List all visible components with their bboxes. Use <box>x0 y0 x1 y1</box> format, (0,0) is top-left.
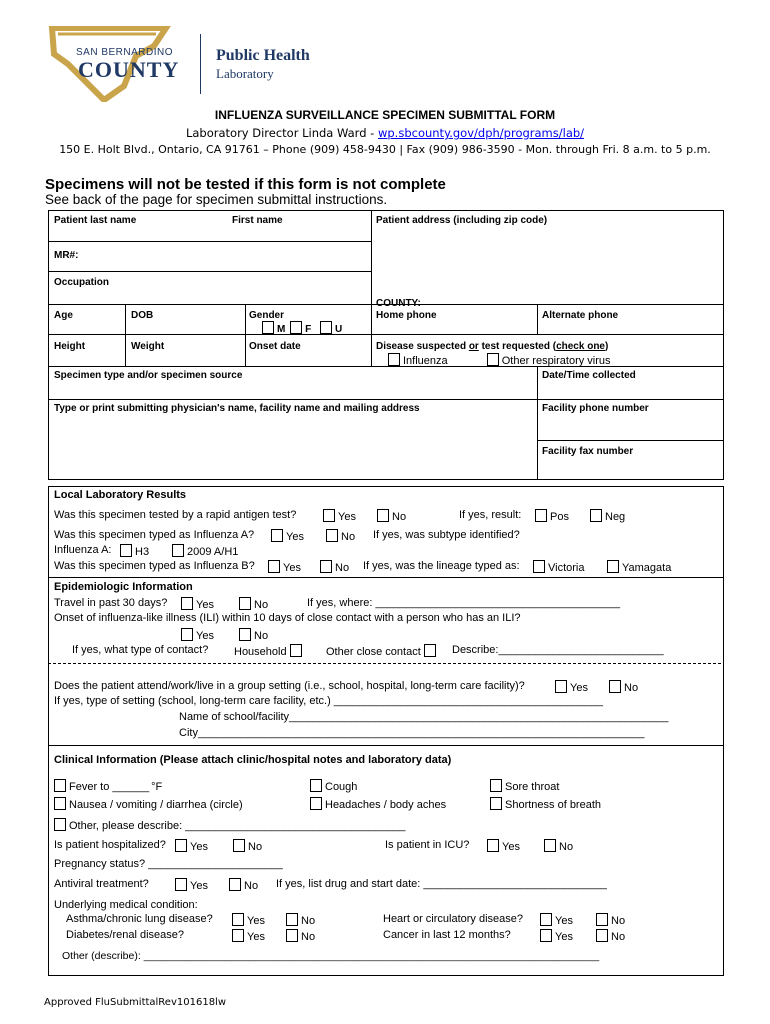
cancer-yes-checkbox[interactable] <box>540 929 552 942</box>
icu-no-label: No <box>559 841 574 853</box>
hosp-no-option <box>233 839 262 854</box>
cough-checkbox[interactable] <box>310 779 322 792</box>
antiviral-yes-checkbox[interactable] <box>175 878 187 891</box>
setting-type-field[interactable]: If yes, type of setting (school, long-term care facility, etc.) ____________________________________________ <box>54 695 603 707</box>
typed-a-no-label: No <box>341 531 356 543</box>
household-label: Household <box>234 646 287 658</box>
underlying-label: Underlying medical condition: <box>54 899 198 911</box>
alternate-phone-label: Alternate phone <box>542 310 619 321</box>
ili-no-checkbox[interactable] <box>239 628 251 641</box>
travel-no-option <box>239 597 268 612</box>
travel-no-checkbox[interactable] <box>239 597 251 610</box>
approval-footer: Approved FluSubmittalRev101618lw <box>44 997 227 1008</box>
sore-throat-label: Sore throat <box>505 781 560 793</box>
fever-unit: °F <box>151 781 163 793</box>
icu-question: Is patient in ICU? <box>385 839 470 851</box>
asthma-question: Asthma/chronic lung disease? <box>66 913 213 925</box>
travel-yes-label: Yes <box>196 599 214 611</box>
diabetes-yes-label: Yes <box>247 931 265 943</box>
logo-top-text: SAN BERNARDINO <box>76 47 174 58</box>
hosp-yes-option <box>175 839 208 854</box>
diabetes-no-checkbox[interactable] <box>286 929 298 942</box>
subtype-question: If yes, was subtype identified? <box>373 529 520 541</box>
cancer-no-option <box>596 929 625 944</box>
drug-field[interactable]: If yes, list drug and start date: ______________________________ <box>276 878 607 890</box>
school-name-field[interactable]: Name of school/facility______________________________________________________________ <box>179 711 669 723</box>
ili-yes-label: Yes <box>196 630 214 642</box>
group-no-checkbox[interactable] <box>609 680 621 693</box>
headaches-option <box>310 797 446 812</box>
cancer-yes-label: Yes <box>555 931 573 943</box>
asthma-yes-checkbox[interactable] <box>232 913 244 926</box>
heart-no-label: No <box>611 915 626 927</box>
director-line <box>0 127 770 140</box>
h3-label: H3 <box>135 546 150 558</box>
h1-option <box>172 544 238 559</box>
typed-a-yes-option <box>271 529 304 544</box>
epi-title: Epidemiologic Information <box>54 581 193 593</box>
antiviral-yes-label: Yes <box>190 880 208 892</box>
icu-yes-checkbox[interactable] <box>487 839 499 852</box>
heart-question: Heart or circulatory disease? <box>383 913 524 925</box>
sore-throat-checkbox[interactable] <box>490 779 502 792</box>
cancer-no-label: No <box>611 931 626 943</box>
sob-label: Shortness of breath <box>505 799 602 811</box>
diabetes-question: Diabetes/renal disease? <box>66 929 185 941</box>
other-resp-virus-label: Other respiratory virus <box>501 355 611 367</box>
headaches-checkbox[interactable] <box>310 797 322 810</box>
gender-u-checkbox[interactable] <box>320 321 332 334</box>
header-divider <box>200 34 201 94</box>
instructions-note: See back of the page for specimen submittal instructions. <box>45 192 388 207</box>
physician-label: Type or print submitting physician's name, facility name and mailing address <box>54 403 420 414</box>
diabetes-no-option <box>286 929 315 944</box>
rapid-yes-checkbox[interactable] <box>323 509 335 522</box>
rapid-yes-label: Yes <box>338 511 356 523</box>
diabetes-yes-checkbox[interactable] <box>232 929 244 942</box>
rapid-yes-option <box>323 509 356 524</box>
other-symptom-checkbox[interactable] <box>54 818 66 831</box>
gender-m-label: M <box>277 324 286 335</box>
ili-contact-question: Onset of influenza-like illness (ILI) within 10 days of close contact with a person who has an ILI? <box>54 612 521 624</box>
influenza-checkbox[interactable] <box>388 353 400 366</box>
form-title: INFLUENZA SURVEILLANCE SPECIMEN SUBMITTAL FORM <box>214 108 556 122</box>
ili-yes-option <box>181 628 214 643</box>
group-yes-label: Yes <box>570 682 588 694</box>
patient-last-name-label: Patient last name <box>54 215 137 226</box>
describe-contact-field[interactable]: Describe:___________________________ <box>452 644 664 656</box>
heart-yes-checkbox[interactable] <box>540 913 552 926</box>
heart-no-option <box>596 913 625 928</box>
diabetes-yes-option <box>232 929 265 944</box>
ili-yes-checkbox[interactable] <box>181 628 193 641</box>
antiviral-question: Antiviral treatment? <box>54 878 149 890</box>
heart-yes-option <box>540 913 573 928</box>
group-yes-checkbox[interactable] <box>555 680 567 693</box>
asthma-yes-option <box>232 913 265 928</box>
hospitalized-question: Is patient hospitalized? <box>54 839 166 851</box>
pos-label: Pos <box>550 511 569 523</box>
occupation-label: Occupation <box>54 277 110 288</box>
gender-m-checkbox[interactable] <box>262 321 274 334</box>
fever-option <box>54 779 162 794</box>
dept-name: Public Health <box>216 47 310 64</box>
contact-type-question: If yes, what type of contact? <box>72 644 209 656</box>
rapid-no-option <box>377 509 406 524</box>
director-text: Laboratory Director Linda Ward - <box>185 126 378 140</box>
heart-no-checkbox[interactable] <box>596 913 608 926</box>
dob-label: DOB <box>131 310 154 321</box>
age-label: Age <box>54 310 73 321</box>
rapid-no-checkbox[interactable] <box>377 509 389 522</box>
group-yes-option <box>555 680 588 695</box>
nausea-option <box>54 797 243 812</box>
diabetes-no-label: No <box>301 931 316 943</box>
rapid-no-label: No <box>392 511 407 523</box>
sob-checkbox[interactable] <box>490 797 502 810</box>
home-phone-label: Home phone <box>376 310 437 321</box>
typed-a-question: Was this specimen typed as Influenza A? <box>54 529 255 541</box>
icu-no-checkbox[interactable] <box>544 839 556 852</box>
hosp-no-label: No <box>248 841 263 853</box>
disease-requested-label <box>376 340 608 353</box>
typed-b-no-checkbox[interactable] <box>320 560 332 573</box>
typed-a-no-checkbox[interactable] <box>326 529 338 542</box>
cancer-question: Cancer in last 12 months? <box>383 929 511 941</box>
mr-number-label: MR#: <box>54 250 79 261</box>
yamagata-checkbox[interactable] <box>607 560 619 573</box>
neg-label: Neg <box>605 511 626 523</box>
h1-label: 2009 A/H1 <box>187 546 239 558</box>
gender-u-label: U <box>335 324 343 335</box>
nausea-checkbox[interactable] <box>54 797 66 810</box>
disease-check-one: check one <box>556 341 605 352</box>
patient-address-label: Patient address (including zip code) <box>376 215 548 226</box>
specimen-type-label: Specimen type and/or specimen source <box>54 370 243 381</box>
group-no-option <box>609 680 638 695</box>
city-field[interactable]: City_________________________________________________________________________ <box>179 727 645 739</box>
rapid-result-label: If yes, result: <box>459 509 522 521</box>
disease-suffix: ) <box>605 341 609 352</box>
hosp-no-checkbox[interactable] <box>233 839 245 852</box>
typed-b-yes-option <box>268 560 301 575</box>
asthma-no-checkbox[interactable] <box>286 913 298 926</box>
gender-f-checkbox[interactable] <box>290 321 302 334</box>
typed-b-yes-label: Yes <box>283 562 301 574</box>
h3-checkbox[interactable] <box>120 544 132 557</box>
sob-option <box>490 797 601 812</box>
flu-a-label: Influenza A: <box>54 544 112 556</box>
incomplete-warning: Specimens will not be tested if this form is not complete <box>45 176 446 193</box>
pos-checkbox[interactable] <box>535 509 547 522</box>
disease-or: or <box>468 341 479 352</box>
typed-b-question: Was this specimen typed as Influenza B? <box>54 560 255 572</box>
typed-b-yes-checkbox[interactable] <box>268 560 280 573</box>
antiviral-no-label: No <box>244 880 259 892</box>
other-resp-virus-checkbox[interactable] <box>487 353 499 366</box>
victoria-label: Victoria <box>548 562 585 574</box>
yamagata-label: Yamagata <box>622 562 672 574</box>
lab-website-link[interactable]: wp.sbcounty.gov/dph/programs/lab/ <box>377 126 585 140</box>
weight-label: Weight <box>131 341 165 352</box>
nausea-label: Nausea / vomiting / diarrhea (circle) <box>69 799 243 811</box>
antiviral-no-option <box>229 878 258 893</box>
height-label: Height <box>54 341 86 352</box>
pos-option <box>535 509 569 524</box>
ili-no-label: No <box>254 630 269 642</box>
fever-label: Fever to ______ <box>69 781 150 793</box>
victoria-checkbox[interactable] <box>533 560 545 573</box>
disease-mid: test requested ( <box>478 341 557 352</box>
typed-b-no-label: No <box>335 562 350 574</box>
travel-where-field[interactable]: If yes, where: ________________________________________ <box>307 597 621 609</box>
headaches-label: Headaches / body aches <box>325 799 447 811</box>
hosp-yes-label: Yes <box>190 841 208 853</box>
group-setting-question: Does the patient attend/work/live in a group setting (i.e., school, hospital, long-term care facility)? <box>54 680 525 692</box>
facility-phone-label: Facility phone number <box>542 403 649 414</box>
typed-a-yes-checkbox[interactable] <box>271 529 283 542</box>
antiviral-yes-option <box>175 878 208 893</box>
gender-f-label: F <box>305 324 312 335</box>
yamagata-option <box>607 560 671 575</box>
antiviral-no-checkbox[interactable] <box>229 878 241 891</box>
pregnancy-field[interactable]: Pregnancy status? ______________________ <box>54 858 283 870</box>
influenza-label: Influenza <box>403 355 448 367</box>
victoria-option <box>533 560 584 575</box>
local-lab-title: Local Laboratory Results <box>54 489 187 501</box>
sore-throat-option <box>490 779 559 794</box>
cancer-no-checkbox[interactable] <box>596 929 608 942</box>
disease-prefix: Disease suspected <box>376 341 469 352</box>
rapid-test-question: Was this specimen tested by a rapid antigen test? <box>54 509 297 521</box>
h1-checkbox[interactable] <box>172 544 184 557</box>
travel-yes-option <box>181 597 214 612</box>
h3-option <box>120 544 149 559</box>
other-symptom-option <box>54 818 405 833</box>
travel-no-label: No <box>254 599 269 611</box>
asthma-no-option <box>286 913 315 928</box>
asthma-no-label: No <box>301 915 316 927</box>
cough-label: Cough <box>325 781 358 793</box>
hosp-yes-checkbox[interactable] <box>175 839 187 852</box>
patient-first-name-label: First name <box>232 215 283 226</box>
neg-option <box>590 509 625 524</box>
cancer-yes-option <box>540 929 573 944</box>
group-no-label: No <box>624 682 639 694</box>
typed-b-no-option <box>320 560 349 575</box>
cough-option <box>310 779 357 794</box>
travel-yes-checkbox[interactable] <box>181 597 193 610</box>
travel-question: Travel in past 30 days? <box>54 597 168 609</box>
disease-options <box>388 353 611 368</box>
household-checkbox[interactable] <box>290 644 302 657</box>
onset-date-label: Onset date <box>249 341 301 352</box>
dept-sub: Laboratory <box>216 66 274 81</box>
lab-address: 150 E. Holt Blvd., Ontario, CA 91761 – Phone (909) 458-9430 | Fax (909) 986-3590 - Mon. through Fri. 8 a.m. to 5 p.m. <box>59 143 711 156</box>
gender-label: Gender <box>249 310 285 321</box>
other-contact-label: Other close contact <box>326 646 421 658</box>
facility-fax-label: Facility fax number <box>542 446 634 457</box>
heart-yes-label: Yes <box>555 915 573 927</box>
icu-yes-option <box>487 839 520 854</box>
household-option <box>234 644 305 659</box>
other-condition-field[interactable]: Other (describe): ______________________________________________________________________________ <box>62 950 600 962</box>
neg-checkbox[interactable] <box>590 509 602 522</box>
other-symptom-field[interactable]: Other, please describe: ____________________________________ <box>69 820 406 832</box>
county-logo <box>44 26 184 102</box>
clinical-title: Clinical Information (Please attach clinic/hospital notes and laboratory data) <box>54 754 452 766</box>
fever-checkbox[interactable] <box>54 779 66 792</box>
asthma-yes-label: Yes <box>247 915 265 927</box>
logo-main-text: COUNTY <box>78 57 180 82</box>
lineage-question: If yes, was the lineage typed as: <box>363 560 520 572</box>
typed-a-no-option <box>326 529 355 544</box>
county-label: COUNTY: <box>376 298 421 309</box>
typed-a-yes-label: Yes <box>286 531 304 543</box>
other-contact-option <box>326 644 439 659</box>
ili-no-option <box>239 628 268 643</box>
icu-yes-label: Yes <box>502 841 520 853</box>
icu-no-option <box>544 839 573 854</box>
other-contact-checkbox[interactable] <box>424 644 436 657</box>
gender-options <box>262 321 342 336</box>
datetime-collected-label: Date/Time collected <box>542 370 636 381</box>
